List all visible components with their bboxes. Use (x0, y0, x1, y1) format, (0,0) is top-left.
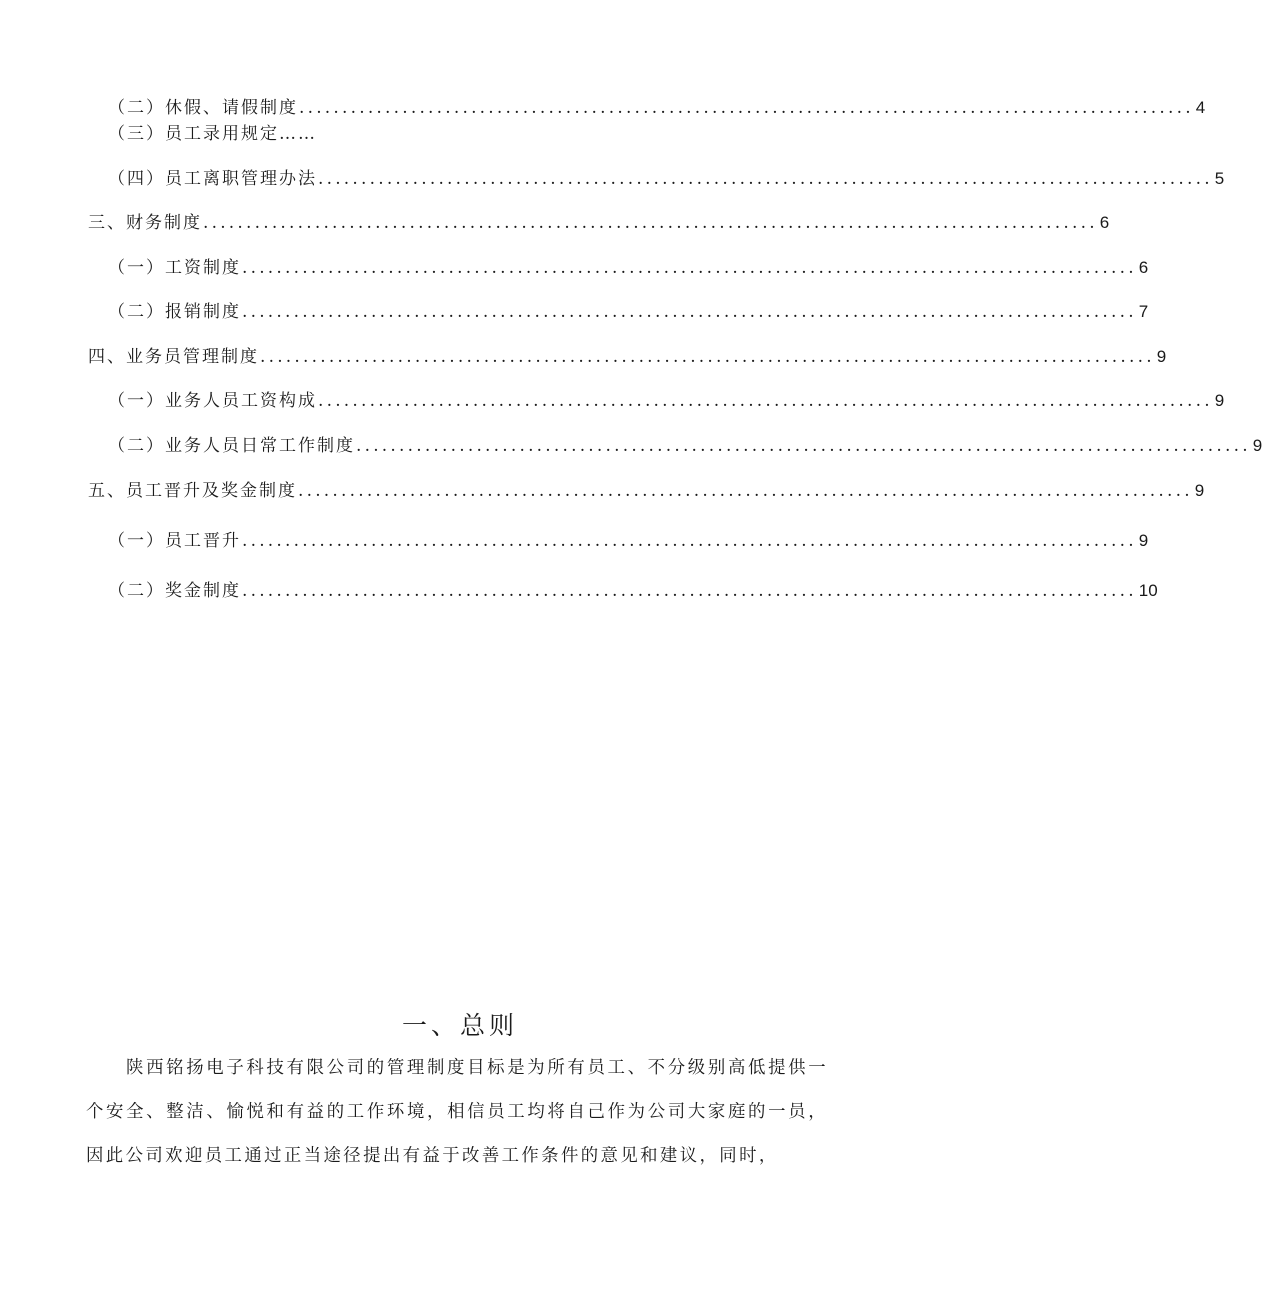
toc-entry-page: 6 (1099, 213, 1110, 232)
toc-leader-dots: ........................................................................................................ (318, 391, 1213, 411)
toc-entry-label: （二）奖金制度 (108, 581, 241, 601)
section-heading: 一、总则 (401, 1011, 518, 1040)
toc-entry-label: （二）休假、请假制度 (108, 98, 298, 118)
toc-entry-label: （一）工资制度 (108, 258, 241, 278)
toc-entry[interactable] (108, 431, 1262, 456)
toc-entry-page: 6 (1138, 258, 1149, 277)
toc-leader-dots: ........................................................................................................ (299, 98, 1194, 118)
toc-entry-label: （四）员工离职管理办法 (108, 169, 317, 189)
toc-leader-dots: ........................................................................................................ (260, 347, 1155, 367)
toc-leader-dots: ........................................................................................................ (242, 531, 1137, 551)
toc-entry-label: （三）员工录用规定…… (108, 124, 317, 144)
toc-entry[interactable] (108, 253, 1149, 278)
toc-entry-page: 9 (1138, 531, 1149, 550)
toc-entry-label: 四、业务员管理制度 (88, 347, 259, 367)
toc-leader-dots: ........................................................................................................ (356, 436, 1251, 456)
toc-entry[interactable] (88, 476, 1205, 501)
toc-leader-dots: ........................................................................................................ (242, 258, 1137, 278)
toc-entry-label: （二）业务人员日常工作制度 (108, 436, 355, 456)
toc-entry-page: 7 (1138, 302, 1149, 321)
toc-entry[interactable] (108, 93, 1206, 118)
toc-entry[interactable] (108, 526, 1149, 551)
toc-entry-page: 9 (1252, 436, 1262, 455)
toc-entry-label: 三、财务制度 (88, 213, 202, 233)
body-paragraph: 陕西铭扬电子科技有限公司的管理制度目标是为所有员工、不分级别高低提供一个安全、整洁、愉悦和有益的工作环境，相信员工均将自己作为公司大家庭的一员，因此公司欢迎员工通过正当途径提出有益于改善工作条件的意见和建议，同时， (86, 1058, 828, 1166)
toc-entry[interactable] (108, 164, 1225, 189)
toc-entry-label: （二）报销制度 (108, 302, 241, 322)
toc-entry[interactable] (108, 576, 1158, 601)
toc-leader-dots: ........................................................................................................ (298, 481, 1193, 501)
toc-entry-label: 五、员工晋升及奖金制度 (88, 481, 297, 501)
toc-entry[interactable] (108, 297, 1149, 322)
toc-entry-page: 9 (1214, 391, 1225, 410)
toc-leader-dots: ........................................................................................................ (318, 169, 1213, 189)
toc-entry-label: （一）员工晋升 (108, 531, 241, 551)
toc-entry[interactable] (88, 208, 1110, 233)
toc-entry[interactable] (88, 342, 1167, 367)
toc-entry[interactable] (108, 386, 1225, 411)
toc-entry-page: 5 (1214, 169, 1225, 188)
toc-leader-dots: ........................................................................................................ (242, 581, 1137, 601)
toc-leader-dots: ........................................................................................................ (203, 213, 1098, 233)
toc-entry-page: 4 (1195, 98, 1206, 117)
toc-entry-page: 9 (1156, 347, 1167, 366)
toc-entry[interactable] (108, 119, 744, 143)
toc-leader-dots: ........................................................................................................ (242, 302, 1137, 322)
toc-entry-page: 10 (1138, 581, 1158, 600)
toc-entry-page: 9 (1194, 481, 1205, 500)
toc-entry-label: （一）业务人员工资构成 (108, 391, 317, 411)
